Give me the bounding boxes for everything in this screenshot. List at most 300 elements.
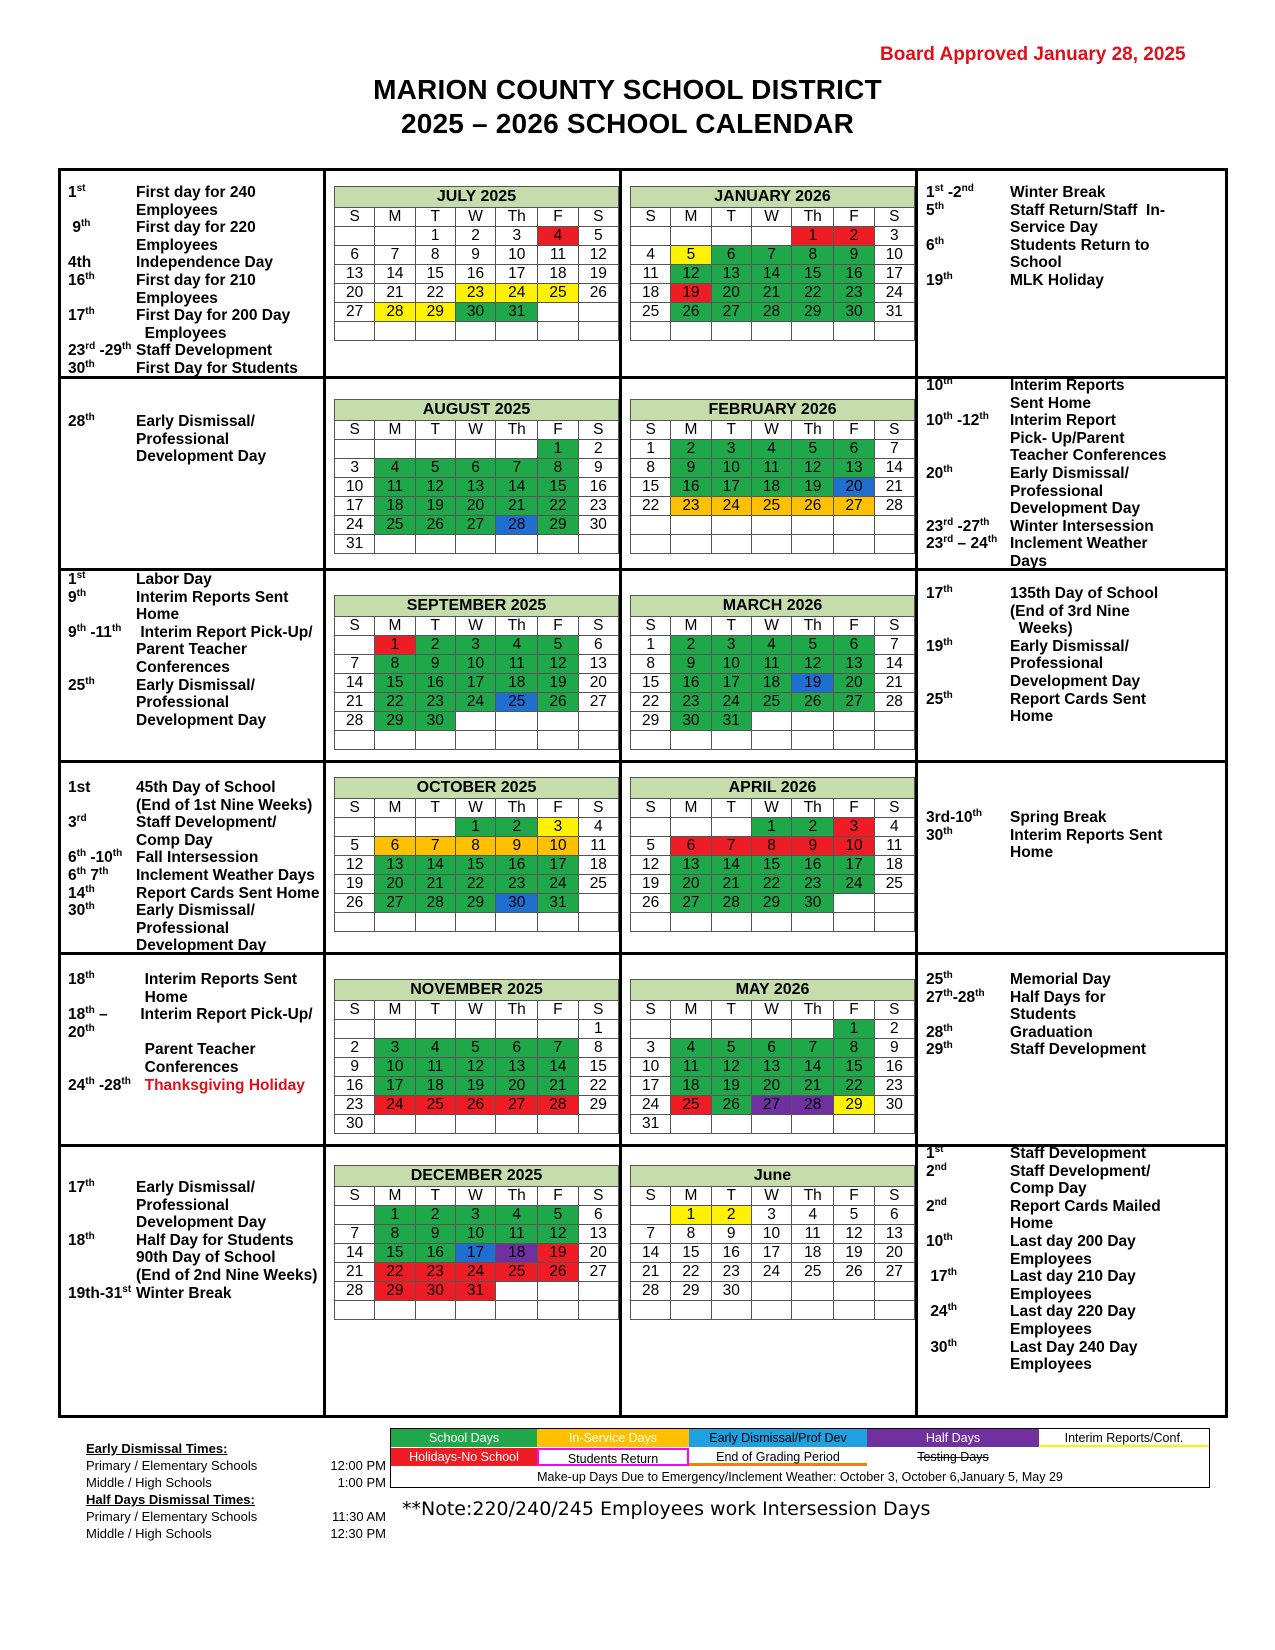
day-cell: 12: [415, 478, 455, 497]
day-cell: [711, 731, 751, 750]
day-cell: [631, 227, 671, 246]
note-date: [68, 290, 136, 308]
day-cell: 14: [335, 1244, 375, 1263]
note-text: Employees: [1010, 1285, 1092, 1303]
day-cell: 22: [375, 693, 415, 712]
note-text: Pick- Up/Parent: [1010, 429, 1125, 447]
day-cell: 20: [455, 497, 495, 516]
note-text: Home: [1010, 708, 1054, 726]
day-cell: [671, 913, 711, 932]
day-cell: [671, 516, 711, 535]
note-date: 5th: [926, 200, 945, 219]
day-cell: [538, 322, 578, 341]
day-cell: [415, 731, 455, 750]
day-cell: 28: [874, 497, 914, 516]
day-cell: [792, 535, 834, 554]
note-date: [926, 1180, 1010, 1198]
key-early-dismissal: Early Dismissal/Prof Dev: [689, 1429, 867, 1447]
note-date: [68, 1267, 136, 1285]
note-date: [68, 920, 136, 938]
day-cell: [496, 712, 538, 731]
note-date: [926, 1286, 1010, 1304]
day-cell: 10: [711, 459, 751, 478]
day-cell: 22: [578, 1077, 618, 1096]
day-cell: 29: [375, 1282, 415, 1301]
note-item: [926, 603, 1188, 621]
note-item: [926, 1024, 1188, 1042]
day-cell: 27: [874, 1263, 914, 1282]
day-cell: [631, 1206, 671, 1225]
note-date: [926, 553, 1010, 571]
day-cell: 4: [538, 227, 578, 246]
day-cell: 15: [631, 674, 671, 693]
day-cell: 17: [496, 265, 538, 284]
day-cell: 24: [538, 875, 578, 894]
day-cell: 8: [578, 1039, 618, 1058]
day-cell: 25: [751, 497, 791, 516]
note-date: 17th: [926, 583, 953, 602]
day-cell: 30: [335, 1115, 375, 1134]
day-cell: [375, 731, 415, 750]
day-cell: 13: [578, 655, 618, 674]
note-text: Early Dismissal/: [1010, 637, 1129, 655]
day-cell: 17: [455, 1244, 495, 1263]
day-cell: 7: [496, 459, 538, 478]
weekday-header: F: [538, 208, 578, 227]
note-text: Parent Teacher: [136, 641, 247, 659]
day-cell: 27: [496, 1096, 538, 1115]
day-cell: 13: [874, 1225, 914, 1244]
day-cell: 9: [671, 459, 711, 478]
day-cell: 6: [455, 459, 495, 478]
weekday-header: F: [834, 799, 874, 818]
day-cell: [874, 1282, 914, 1301]
note-item: [68, 272, 330, 290]
note-item: [68, 571, 330, 589]
note-item: [926, 655, 1188, 673]
day-cell: [751, 1115, 791, 1134]
day-cell: 6: [578, 636, 618, 655]
day-cell: 29: [538, 516, 578, 535]
day-cell: [631, 818, 671, 837]
weekday-header: W: [455, 208, 495, 227]
note-text: Development Day: [1010, 672, 1141, 690]
day-cell: 11: [375, 478, 415, 497]
day-cell: 17: [631, 1077, 671, 1096]
day-cell: 6: [496, 1039, 538, 1058]
day-cell: [335, 440, 375, 459]
note-date: [926, 673, 1010, 691]
day-cell: 16: [415, 1244, 455, 1263]
day-cell: [834, 322, 874, 341]
note-date: [926, 430, 1010, 448]
note-text: Interim Report: [1010, 412, 1116, 430]
day-cell: 11: [671, 1058, 711, 1077]
day-cell: 30: [496, 894, 538, 913]
note-text: First Day for Students: [136, 359, 298, 377]
day-cell: 23: [415, 1263, 455, 1282]
day-cell: 2: [335, 1039, 375, 1058]
month-title: JULY 2025: [335, 187, 619, 208]
day-cell: [711, 227, 751, 246]
calendar-title: 2025 – 2026 SCHOOL CALENDAR: [400, 108, 855, 139]
month-calendar: [334, 1165, 619, 1320]
day-cell: [375, 440, 415, 459]
note-date: [68, 712, 136, 730]
left-notes-5: [68, 971, 330, 1094]
note-text: Staff Development/: [136, 814, 277, 832]
day-cell: 30: [415, 1282, 455, 1301]
weekday-header: S: [578, 617, 618, 636]
day-cell: 3: [631, 1039, 671, 1058]
day-cell: 6: [335, 246, 375, 265]
note-item: [68, 1059, 330, 1077]
note-text: Half Days for: [1010, 988, 1106, 1006]
day-cell: 16: [874, 1058, 914, 1077]
day-cell: 27: [578, 693, 618, 712]
day-cell: 14: [496, 478, 538, 497]
day-cell: 14: [335, 674, 375, 693]
note-item: [926, 465, 1188, 483]
weekday-header: M: [375, 421, 415, 440]
note-date: [926, 1251, 1010, 1269]
makeup-days: Make-up Days Due to Emergency/Inclement Weather: October 3, October 6,January 5, May 29: [537, 1470, 1063, 1484]
note-text: Employees: [136, 236, 218, 254]
note-item: [926, 535, 1188, 553]
key-students-return: Students Return: [537, 1448, 689, 1466]
note-item: [68, 849, 330, 867]
day-cell: 10: [375, 1058, 415, 1077]
weekday-header: W: [455, 421, 495, 440]
day-cell: 20: [711, 284, 751, 303]
month-calendar: [334, 777, 619, 932]
right-notes-3: [926, 585, 1188, 726]
day-cell: 23: [834, 284, 874, 303]
day-cell: 25: [874, 875, 914, 894]
note-text: Early Dismissal/: [136, 676, 255, 694]
day-cell: 9: [874, 1039, 914, 1058]
day-cell: 28: [711, 894, 751, 913]
day-cell: 31: [496, 303, 538, 322]
day-cell: 22: [455, 875, 495, 894]
day-cell: 8: [792, 246, 834, 265]
note-text: Report Cards Sent Home: [136, 884, 320, 902]
note-date: [926, 1215, 1010, 1233]
note-date: [926, 447, 1010, 465]
note-item: [68, 1249, 330, 1267]
day-cell: [792, 1282, 834, 1301]
day-cell: 8: [375, 1225, 415, 1244]
day-cell: [335, 818, 375, 837]
day-cell: [335, 1206, 375, 1225]
day-cell: [455, 731, 495, 750]
dismissal-row: Middle / High Schools 12:30 PM: [86, 1526, 386, 1541]
day-cell: 18: [631, 284, 671, 303]
day-cell: 25: [375, 516, 415, 535]
day-cell: 14: [631, 1244, 671, 1263]
note-item: [68, 413, 330, 431]
grid-divider: [619, 171, 622, 1415]
weekday-header: F: [538, 1001, 578, 1020]
day-cell: 16: [792, 856, 834, 875]
day-cell: [496, 1282, 538, 1301]
day-cell: 21: [538, 1077, 578, 1096]
note-text: Professional: [136, 1196, 230, 1214]
note-item: [68, 254, 330, 272]
note-date: [926, 708, 1010, 726]
day-cell: 25: [496, 1263, 538, 1282]
day-cell: [375, 535, 415, 554]
weekday-header: T: [415, 1001, 455, 1020]
note-item: [926, 1198, 1188, 1216]
note-item: [68, 885, 330, 903]
day-cell: 7: [874, 636, 914, 655]
key-testing: Testing Days: [917, 1450, 989, 1464]
note-date: 19th: [926, 270, 953, 289]
day-cell: [792, 913, 834, 932]
note-date: 9th: [68, 587, 87, 606]
weekday-header: M: [671, 1001, 711, 1020]
day-cell: 20: [578, 674, 618, 693]
day-cell: [538, 535, 578, 554]
day-cell: 8: [631, 459, 671, 478]
day-cell: 29: [455, 894, 495, 913]
note-date: 2nd: [926, 1161, 947, 1180]
note-item: [68, 1267, 330, 1285]
day-cell: 29: [631, 712, 671, 731]
weekday-header: S: [335, 1001, 375, 1020]
note-item: [926, 1356, 1188, 1374]
day-cell: [335, 322, 375, 341]
day-cell: 25: [631, 303, 671, 322]
day-cell: 3: [496, 227, 538, 246]
day-cell: 2: [792, 818, 834, 837]
day-cell: 8: [751, 837, 791, 856]
day-cell: 17: [335, 497, 375, 516]
day-cell: 17: [711, 674, 751, 693]
note-date: [926, 620, 1010, 638]
day-cell: 24: [335, 516, 375, 535]
day-cell: 21: [631, 1263, 671, 1282]
day-cell: [578, 303, 618, 322]
day-cell: 5: [455, 1039, 495, 1058]
note-date: 1st: [68, 569, 86, 588]
day-cell: 3: [375, 1039, 415, 1058]
day-cell: 17: [375, 1077, 415, 1096]
day-cell: [671, 322, 711, 341]
day-cell: 6: [834, 636, 874, 655]
note-date: 19th: [926, 636, 953, 655]
day-cell: 22: [631, 497, 671, 516]
note-text: Development Day: [136, 711, 267, 729]
note-date: 30th: [68, 901, 95, 920]
day-cell: 8: [834, 1039, 874, 1058]
note-date: 14th: [68, 883, 95, 902]
day-cell: 26: [631, 894, 671, 913]
note-text: 90th Day of School: [136, 1249, 276, 1267]
day-cell: 16: [671, 478, 711, 497]
note-item: [68, 677, 330, 695]
day-cell: [538, 1301, 578, 1320]
weekday-header: W: [455, 1187, 495, 1206]
day-cell: 21: [335, 693, 375, 712]
weekday-header: M: [671, 421, 711, 440]
weekday-header: S: [631, 208, 671, 227]
weekday-header: S: [874, 617, 914, 636]
day-cell: [631, 535, 671, 554]
district-title: MARION COUNTY SCHOOL DISTRICT: [373, 74, 882, 105]
note-date: 18th: [68, 969, 95, 988]
note-date: 1st: [68, 182, 86, 201]
note-date: 1st: [68, 779, 91, 796]
dismissal-times: [86, 1440, 386, 1542]
day-cell: 23: [792, 875, 834, 894]
note-text: Inclement Weather: [1010, 535, 1148, 553]
day-cell: 3: [455, 1206, 495, 1225]
day-cell: 25: [538, 284, 578, 303]
note-item: [68, 360, 330, 378]
note-date: 23rd -29th: [68, 341, 132, 360]
day-cell: [792, 516, 834, 535]
weekday-header: Th: [792, 208, 834, 227]
day-cell: 30: [578, 516, 618, 535]
day-cell: 26: [538, 693, 578, 712]
day-cell: 24: [834, 875, 874, 894]
weekday-header: S: [335, 617, 375, 636]
note-text: Spring Break: [1010, 809, 1107, 826]
day-cell: 4: [631, 246, 671, 265]
day-cell: 6: [578, 1206, 618, 1225]
dismissal-row: Middle / High Schools 1:00 PM: [86, 1475, 386, 1490]
note-date: [926, 219, 1010, 237]
day-cell: 4: [751, 440, 791, 459]
weekday-header: S: [874, 208, 914, 227]
day-cell: 18: [751, 478, 791, 497]
note-text: Home: [136, 606, 180, 624]
day-cell: 18: [874, 856, 914, 875]
note-item: [68, 307, 330, 325]
note-text: Comp Day: [136, 831, 213, 849]
day-cell: [335, 227, 375, 246]
day-cell: 22: [671, 1263, 711, 1282]
month-calendar: [334, 399, 619, 554]
day-cell: 31: [874, 303, 914, 322]
day-cell: 12: [538, 1225, 578, 1244]
note-text: Fall Intersession: [136, 849, 259, 867]
key-half-days: Half Days: [867, 1429, 1039, 1447]
weekday-header: Th: [792, 617, 834, 636]
note-text: MLK Holiday: [1010, 271, 1104, 289]
day-cell: [751, 516, 791, 535]
day-cell: [874, 894, 914, 913]
day-cell: [792, 1301, 834, 1320]
day-cell: 25: [578, 875, 618, 894]
day-cell: 23: [671, 497, 711, 516]
day-cell: 16: [834, 265, 874, 284]
note-text: Winter Break: [136, 1284, 232, 1302]
note-text: Last day 210 Day: [1010, 1268, 1136, 1286]
day-cell: 23: [874, 1077, 914, 1096]
note-date: 23rd -27th: [926, 516, 990, 535]
note-item: [68, 832, 330, 850]
note-text: Sent Home: [1010, 394, 1091, 412]
day-cell: 12: [671, 265, 711, 284]
weekday-header: F: [538, 617, 578, 636]
day-cell: 14: [792, 1058, 834, 1077]
day-cell: [578, 535, 618, 554]
day-cell: 20: [751, 1077, 791, 1096]
day-cell: 10: [711, 655, 751, 674]
note-date: [68, 1197, 136, 1215]
left-notes-1: [68, 184, 330, 378]
day-cell: 25: [415, 1096, 455, 1115]
day-cell: 26: [455, 1096, 495, 1115]
day-cell: 20: [578, 1244, 618, 1263]
day-cell: 13: [578, 1225, 618, 1244]
day-cell: 14: [711, 856, 751, 875]
day-cell: 23: [496, 875, 538, 894]
day-cell: 8: [455, 837, 495, 856]
day-cell: 15: [631, 478, 671, 497]
day-cell: 12: [834, 1225, 874, 1244]
day-cell: [538, 731, 578, 750]
day-cell: [375, 1301, 415, 1320]
day-cell: 9: [496, 837, 538, 856]
day-cell: 31: [631, 1115, 671, 1134]
note-item: [926, 219, 1188, 237]
day-cell: [711, 1020, 751, 1039]
day-cell: 26: [538, 1263, 578, 1282]
day-cell: 2: [711, 1206, 751, 1225]
day-cell: 9: [578, 459, 618, 478]
day-cell: 17: [874, 265, 914, 284]
day-cell: 18: [578, 856, 618, 875]
day-cell: 12: [578, 246, 618, 265]
note-date: [926, 395, 1010, 413]
employee-note: **Note:220/240/245 Employees work Intersession Days: [402, 1498, 931, 1520]
note-item: [68, 325, 330, 343]
note-text: Employees: [1010, 1356, 1092, 1374]
note-date: 18th – 20th: [68, 1005, 112, 1041]
day-cell: 3: [834, 818, 874, 837]
note-date: 9th -11th: [68, 622, 122, 641]
note-date: 17th: [926, 1267, 958, 1286]
day-cell: [834, 1115, 874, 1134]
day-cell: 12: [631, 856, 671, 875]
note-item: [68, 624, 330, 642]
note-item: [926, 1163, 1188, 1181]
note-date: [68, 641, 136, 659]
note-item: [926, 395, 1188, 413]
day-cell: [631, 516, 671, 535]
note-item: [926, 673, 1188, 691]
day-cell: 19: [538, 1244, 578, 1263]
day-cell: 25: [496, 693, 538, 712]
note-item: [68, 779, 330, 797]
month-title: MARCH 2026: [631, 596, 915, 617]
day-cell: 13: [671, 856, 711, 875]
note-item: [68, 694, 330, 712]
day-cell: 25: [671, 1096, 711, 1115]
day-cell: 20: [834, 674, 874, 693]
day-cell: 7: [751, 246, 791, 265]
weekday-header: T: [415, 208, 455, 227]
note-item: [926, 518, 1188, 536]
note-item: [926, 412, 1188, 430]
day-cell: 12: [455, 1058, 495, 1077]
day-cell: [874, 731, 914, 750]
day-cell: [874, 1115, 914, 1134]
